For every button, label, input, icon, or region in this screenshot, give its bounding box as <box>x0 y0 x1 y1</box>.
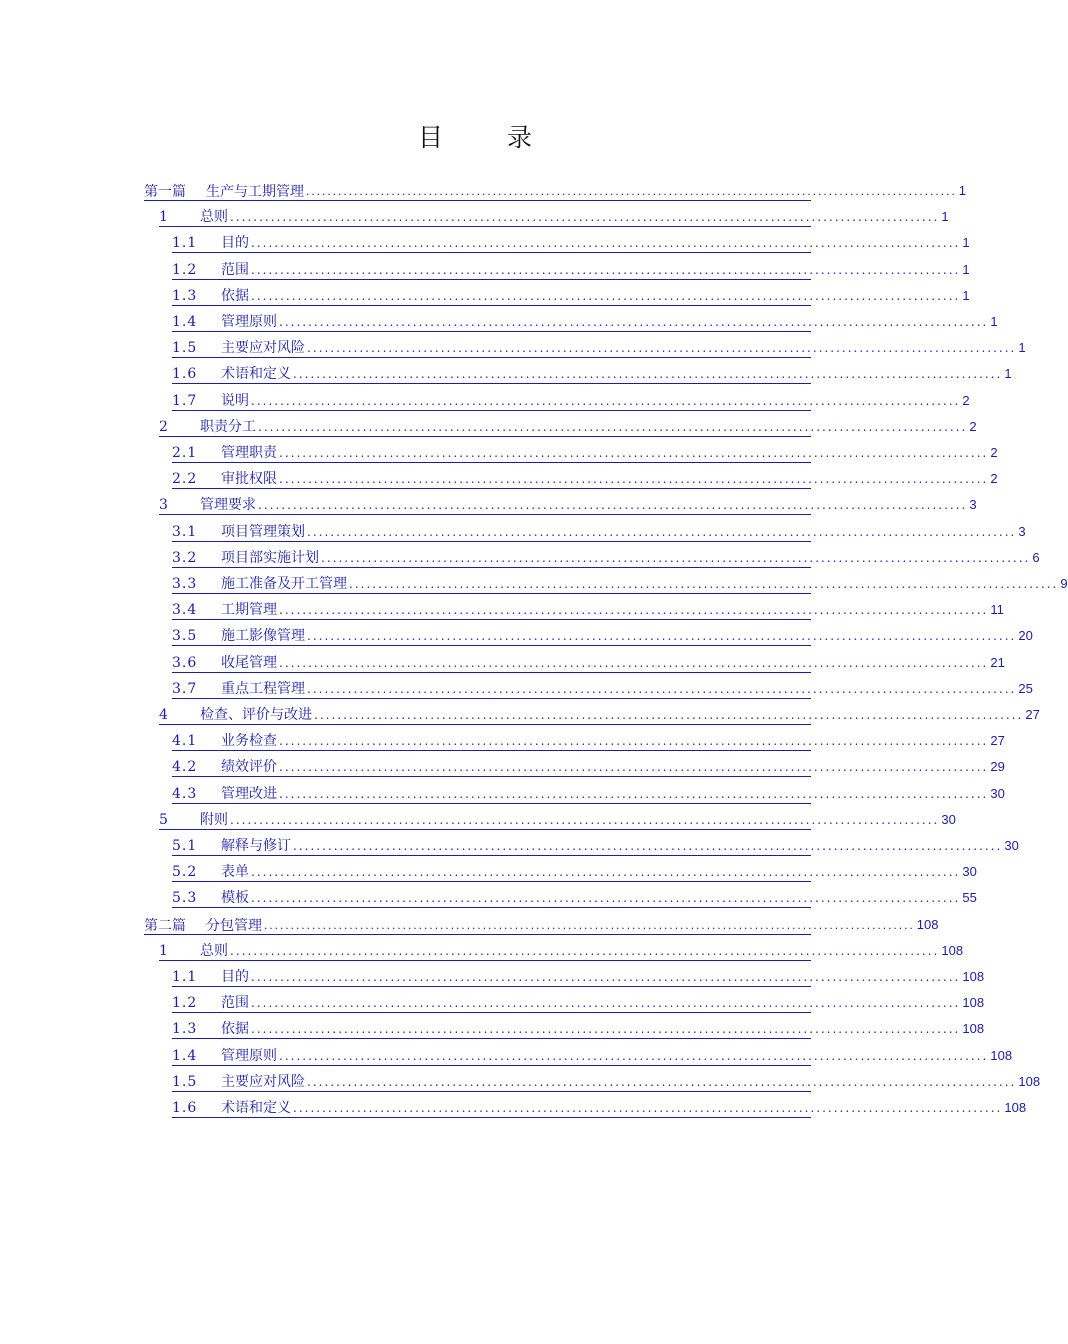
toc-entry[interactable] <box>172 1045 1013 1066</box>
toc-entry-page-number: 3 <box>1018 523 1026 539</box>
toc-entry[interactable] <box>159 704 1040 725</box>
toc-entry-title: 依据 <box>221 1021 249 1038</box>
toc-entry-number: 5.3 <box>172 890 198 907</box>
toc-dot-leader: .......................................................................................................................... <box>293 839 1003 853</box>
toc-entry-page-number: 1 <box>1004 366 1012 382</box>
page-title: 目 录 <box>418 123 560 152</box>
toc-entry[interactable] <box>172 259 970 280</box>
toc-entry-number: 3.5 <box>172 628 198 645</box>
toc-entry-page-number: 108 <box>962 969 985 984</box>
toc-entry[interactable] <box>172 678 1033 699</box>
toc-entry-page-number: 11 <box>990 602 1004 618</box>
toc-entry-number: 1.1 <box>172 969 198 985</box>
toc-dot-leader: .......................................................................................................................... <box>306 184 957 198</box>
toc-entry-number: 5 <box>159 811 168 828</box>
toc-dot-leader: .......................................................................................................................... <box>279 655 989 670</box>
toc-entry-number: 1.3 <box>172 287 198 304</box>
toc-dot-leader: .......................................................................................................................... <box>279 603 989 618</box>
toc-entry-number: 1.6 <box>172 366 198 383</box>
toc-entry-page-number: 1 <box>962 287 970 303</box>
toc-entry-number: 3.7 <box>172 680 198 697</box>
toc-entry-page-number: 30 <box>941 811 956 827</box>
toc-dot-leader: .......................................................................................................................... <box>349 577 1059 591</box>
toc-entry-title: 术语和定义 <box>221 1100 291 1116</box>
toc-entry-page-number: 2 <box>990 445 998 460</box>
toc-entry-title: 模板 <box>221 890 249 907</box>
toc-entry[interactable] <box>159 809 956 830</box>
toc-entry[interactable] <box>172 1097 1027 1118</box>
toc-entry-number: 3.4 <box>172 602 198 619</box>
toc-entry-page-number: 108 <box>962 995 985 1011</box>
toc-entry-page-number: 1 <box>941 209 949 225</box>
toc-dot-leader: .......................................................................................................................... <box>279 315 989 329</box>
toc-entry-number: 第二篇 <box>144 916 186 933</box>
toc-entry-title: 业务检查 <box>221 733 277 750</box>
toc-entry-number: 3.2 <box>172 549 198 566</box>
toc-dot-leader: .......................................................................................................................... <box>251 970 961 984</box>
toc-entry-number: 4.1 <box>172 733 198 750</box>
toc-entry[interactable] <box>172 521 1026 542</box>
toc-entry-title: 项目部实施计划 <box>221 549 319 566</box>
toc-entry-number: 3.3 <box>172 576 198 592</box>
toc-entry-page-number: 108 <box>962 1021 985 1037</box>
toc-dot-leader: .......................................................................................................................... <box>230 210 940 225</box>
toc-entry[interactable] <box>172 1018 985 1039</box>
toc-dot-leader: .......................................................................................................................... <box>251 393 961 408</box>
toc-entry[interactable] <box>172 442 998 463</box>
toc-entry-title: 施工影像管理 <box>221 628 305 645</box>
toc-entry-page-number: 3 <box>969 497 977 513</box>
toc-entry-title: 表单 <box>221 864 249 881</box>
toc-entry-title: 范围 <box>221 995 249 1012</box>
toc-entry-title: 主要应对风险 <box>221 340 305 357</box>
toc-entry[interactable] <box>172 756 1005 777</box>
toc-dot-leader: .......................................................................................................................... <box>251 1022 961 1037</box>
toc-entry-number: 2.1 <box>172 445 198 461</box>
toc-dot-leader: .......................................................................................................................... <box>293 367 1003 382</box>
toc-entry[interactable] <box>172 337 1026 358</box>
toc-dot-leader: .......................................................................................................................... <box>279 446 989 460</box>
toc-entry-page-number: 27 <box>990 733 1005 749</box>
toc-dot-leader: .......................................................................................................................... <box>321 550 1031 565</box>
toc-entry-page-number: 108 <box>1018 1073 1041 1089</box>
toc-entry-number: 1.4 <box>172 1047 198 1064</box>
toc-dot-leader: .......................................................................................................................... <box>230 812 940 827</box>
toc-entry-title: 收尾管理 <box>221 654 277 671</box>
toc-entry-title: 工期管理 <box>221 602 277 619</box>
toc-entry-number: 4.2 <box>172 759 198 776</box>
toc-entry-title: 总则 <box>200 209 228 226</box>
toc-entry[interactable] <box>159 940 964 961</box>
toc-entry-page-number: 108 <box>1004 1100 1027 1115</box>
toc-dot-leader: .......................................................................................................................... <box>279 734 989 749</box>
toc-entry-title: 依据 <box>221 287 249 304</box>
toc-entry-number: 4 <box>159 707 168 723</box>
toc-dot-leader: .......................................................................................................................... <box>258 498 968 513</box>
toc-entry-number: 1.3 <box>172 1021 198 1038</box>
toc-entry[interactable] <box>172 390 970 411</box>
toc-entry[interactable] <box>144 914 939 935</box>
toc-entry-title: 目的 <box>221 969 249 985</box>
toc-entry-number: 1 <box>159 209 168 226</box>
toc-entry-title: 说明 <box>221 392 249 409</box>
toc-entry-number: 1 <box>159 942 168 959</box>
toc-dot-leader: .......................................................................................................................... <box>264 917 915 932</box>
toc-entry[interactable] <box>172 285 970 306</box>
toc-dot-leader: .......................................................................................................................... <box>307 1074 1017 1089</box>
toc-entry-title: 检查、评价与改进 <box>200 707 312 723</box>
toc-entry-page-number: 29 <box>990 759 1005 775</box>
toc-entry-page-number: 21 <box>990 654 1005 670</box>
toc-entry-title: 项目管理策划 <box>221 523 305 540</box>
toc-entry-number: 1.2 <box>172 995 198 1012</box>
toc-entry-number: 3.6 <box>172 654 198 671</box>
toc-entry-page-number: 108 <box>990 1047 1013 1063</box>
toc-entry-title: 分包管理 <box>206 916 262 933</box>
toc-entry[interactable] <box>172 783 1005 804</box>
toc-entry[interactable] <box>172 363 1012 384</box>
toc-entry[interactable] <box>172 599 1004 620</box>
toc-dot-leader: .......................................................................................................................... <box>293 1101 1003 1115</box>
toc-entry-number: 4.3 <box>172 785 198 802</box>
toc-dot-leader: .......................................................................................................................... <box>251 865 961 880</box>
toc-entry-page-number: 27 <box>1025 707 1040 722</box>
toc-entry[interactable] <box>172 992 985 1013</box>
toc-entry-title: 绩效评价 <box>221 759 277 776</box>
toc-dot-leader: .......................................................................................................................... <box>251 288 961 303</box>
toc-dot-leader: .......................................................................................................................... <box>230 943 940 958</box>
toc-entry[interactable] <box>172 652 1005 673</box>
toc-entry-title: 管理要求 <box>200 497 256 514</box>
toc-entry-page-number: 1 <box>958 183 966 198</box>
toc-entry-number: 1.5 <box>172 340 198 357</box>
toc-entry[interactable] <box>172 625 1033 646</box>
toc-entry[interactable] <box>159 416 977 437</box>
toc-entry-title: 管理原则 <box>221 1047 277 1064</box>
toc-entry-page-number: 2 <box>962 392 970 408</box>
toc-entry-number: 1.7 <box>172 392 198 409</box>
toc-entry-number: 3.1 <box>172 523 198 540</box>
toc-entry-title: 术语和定义 <box>221 366 291 383</box>
toc-entry-title: 管理改进 <box>221 785 277 802</box>
toc-dot-leader: .......................................................................................................................... <box>251 891 961 906</box>
toc-entry-page-number: 9 <box>1060 576 1068 591</box>
toc-entry-page-number: 25 <box>1018 680 1033 696</box>
toc-entry[interactable] <box>159 206 949 227</box>
toc-entry-number: 3 <box>159 497 168 514</box>
toc-entry-page-number: 30 <box>990 785 1005 801</box>
toc-entry-page-number: 1 <box>962 235 970 251</box>
toc-entry-page-number: 30 <box>1004 838 1019 853</box>
toc-entry[interactable] <box>172 835 1019 856</box>
toc-entry-page-number: 1 <box>962 261 970 277</box>
toc-dot-leader: .......................................................................................................................... <box>258 419 968 434</box>
toc-entry[interactable] <box>172 547 1040 568</box>
toc-entry-title: 职责分工 <box>200 418 256 435</box>
toc-entry-number: 2 <box>159 418 168 435</box>
toc-entry-number: 1.2 <box>172 261 198 278</box>
toc-entry-title: 解释与修订 <box>221 838 291 854</box>
toc-entry-number: 1.6 <box>172 1100 198 1116</box>
toc-dot-leader: .......................................................................................................................... <box>251 996 961 1011</box>
toc-entry-page-number: 20 <box>1018 628 1033 644</box>
toc-entry-number: 第一篇 <box>144 183 186 199</box>
toc-entry-page-number: 1 <box>1018 340 1026 356</box>
toc-entry[interactable] <box>144 180 966 201</box>
toc-dot-leader: .......................................................................................................................... <box>279 786 989 801</box>
toc-entry[interactable] <box>172 573 1068 594</box>
toc-dot-leader: .......................................................................................................................... <box>279 1048 989 1063</box>
toc-entry[interactable] <box>172 887 977 908</box>
toc-entry-title: 附则 <box>200 811 228 828</box>
toc-entry-title: 管理职责 <box>221 445 277 461</box>
toc-entry-title: 生产与工期管理 <box>206 183 304 199</box>
toc-dot-leader: .......................................................................................................................... <box>307 524 1017 539</box>
toc-dot-leader: .......................................................................................................................... <box>307 629 1017 644</box>
toc-entry[interactable] <box>172 861 977 882</box>
toc-entry-title: 管理原则 <box>221 314 277 330</box>
toc-dot-leader: .......................................................................................................................... <box>251 262 961 277</box>
toc-dot-leader: .......................................................................................................................... <box>314 708 1024 722</box>
toc-entry[interactable] <box>172 468 998 489</box>
toc-entry-number: 1.4 <box>172 314 198 330</box>
toc-dot-leader: .......................................................................................................................... <box>251 236 961 251</box>
toc-entry-page-number: 30 <box>962 864 977 880</box>
toc-dot-leader: .......................................................................................................................... <box>307 681 1017 696</box>
toc-entry-page-number: 55 <box>962 890 977 906</box>
toc-entry[interactable] <box>159 494 977 515</box>
toc-entry-number: 5.2 <box>172 864 198 881</box>
toc-entry[interactable] <box>172 966 985 987</box>
toc-entry-page-number: 2 <box>969 418 977 434</box>
toc-entry-title: 施工准备及开工管理 <box>221 576 347 592</box>
toc-entry-title: 审批权限 <box>221 471 277 488</box>
toc-entry-number: 2.2 <box>172 471 198 488</box>
toc-dot-leader: .......................................................................................................................... <box>279 472 989 487</box>
toc-entry-title: 主要应对风险 <box>221 1073 305 1090</box>
toc-dot-leader: .......................................................................................................................... <box>307 341 1017 356</box>
toc-entry-page-number: 2 <box>990 471 998 487</box>
toc-entry[interactable] <box>172 730 1005 751</box>
toc-entry-title: 总则 <box>200 942 228 959</box>
toc-entry[interactable] <box>172 311 998 332</box>
toc-entry[interactable] <box>172 232 970 253</box>
toc-entry-title: 重点工程管理 <box>221 680 305 697</box>
toc-entry-page-number: 6 <box>1032 549 1040 565</box>
toc-dot-leader: .......................................................................................................................... <box>279 760 989 775</box>
toc-entry-number: 5.1 <box>172 838 198 854</box>
toc-entry-number: 1.5 <box>172 1073 198 1090</box>
toc-entry-page-number: 108 <box>941 942 964 958</box>
toc-entry[interactable] <box>172 1071 1041 1092</box>
toc-entry-title: 范围 <box>221 261 249 278</box>
toc-entry-page-number: 108 <box>916 916 939 932</box>
toc-entry-number: 1.1 <box>172 235 198 252</box>
toc-entry-title: 目的 <box>221 235 249 252</box>
toc-entry-page-number: 1 <box>990 314 998 329</box>
